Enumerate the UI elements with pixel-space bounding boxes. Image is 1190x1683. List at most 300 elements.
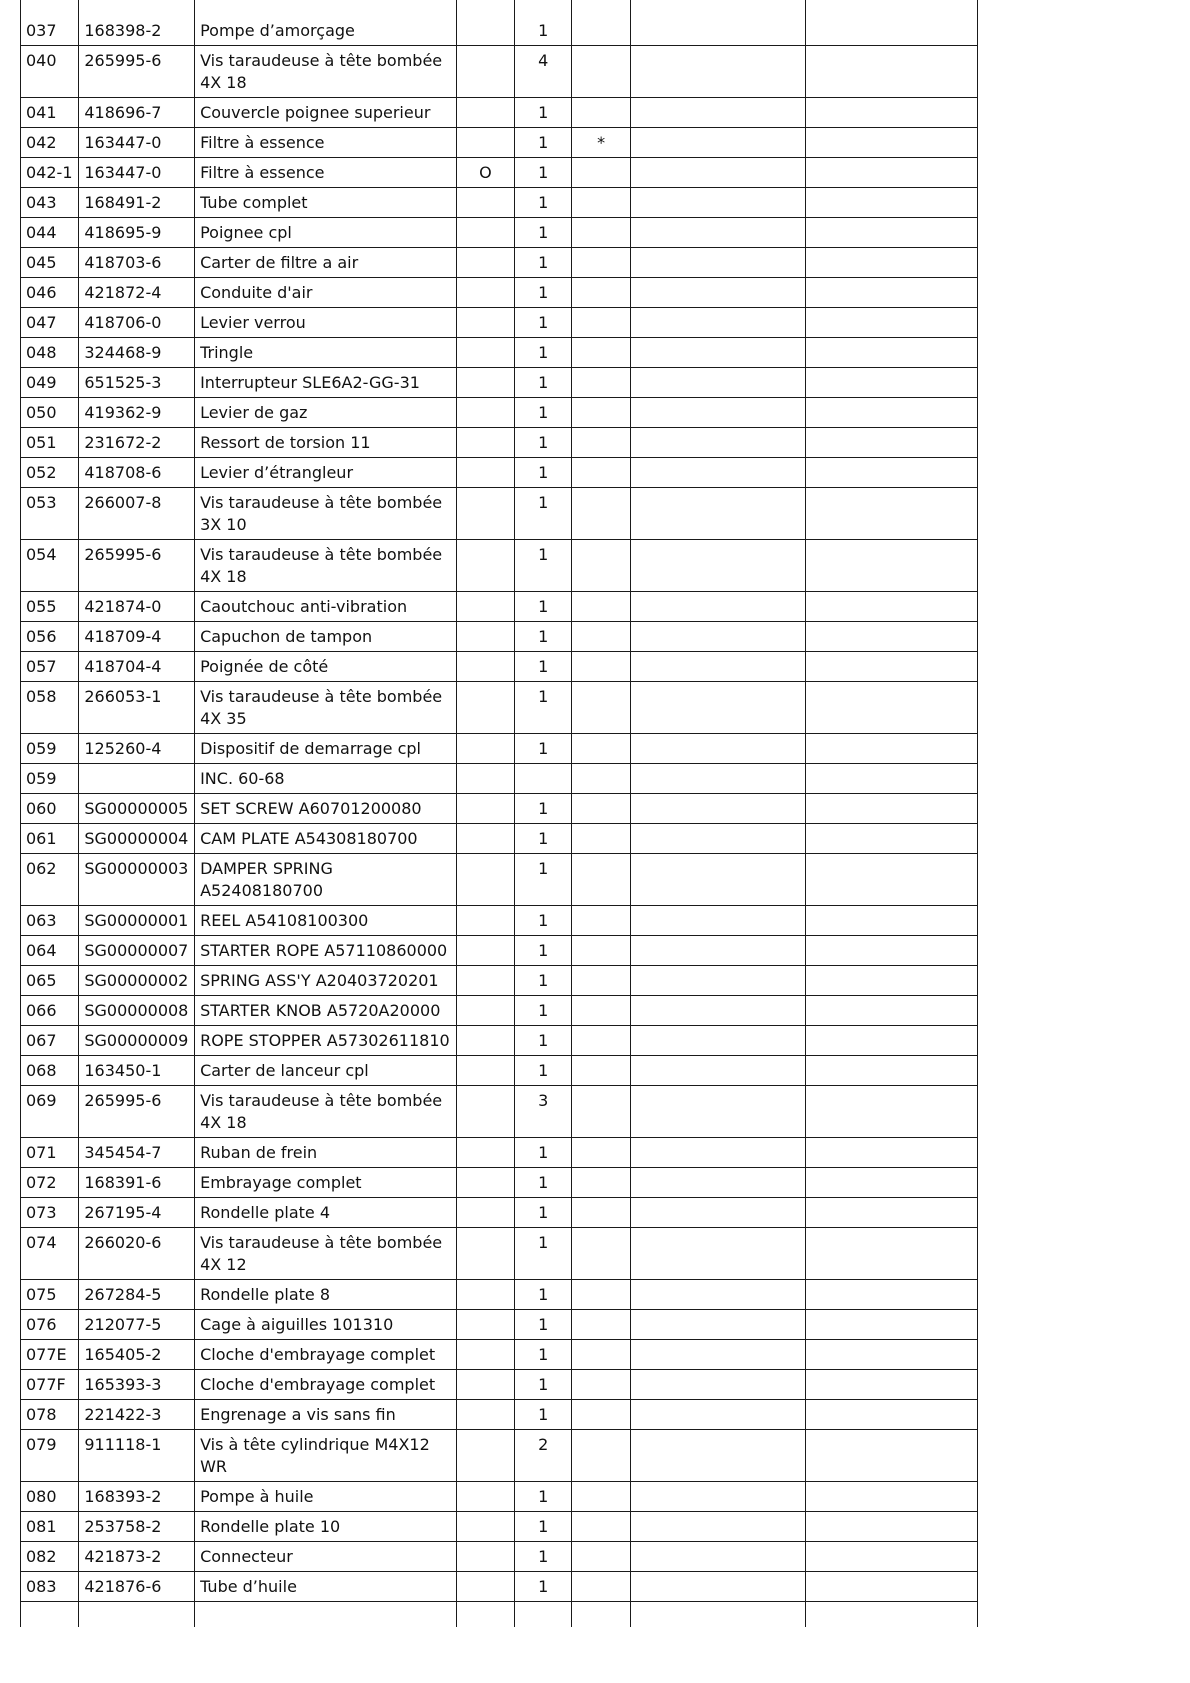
item-number-cell: 061: [21, 824, 79, 854]
empty-cell: [630, 1400, 805, 1430]
empty-cell: [805, 188, 977, 218]
table-row: [21, 682, 978, 734]
table-row-continuation: [21, 1602, 978, 1628]
description-cell: Rondelle plate 10: [195, 1512, 457, 1542]
description-cell: Tringle: [195, 338, 457, 368]
empty-cell: [630, 682, 805, 734]
note-cell: [572, 652, 630, 682]
quantity-cell: 1: [515, 1280, 572, 1310]
option-cell: [456, 488, 514, 540]
note-cell: [572, 1198, 630, 1228]
empty-cell: [630, 1370, 805, 1400]
quantity-cell: 1: [515, 1572, 572, 1602]
item-number-cell: 043: [21, 188, 79, 218]
description-cell: Filtre à essence: [195, 128, 457, 158]
item-number-cell: 044: [21, 218, 79, 248]
part-number-cell: 221422-3: [79, 1400, 195, 1430]
empty-cell: [805, 1168, 977, 1198]
item-number-cell: 064: [21, 936, 79, 966]
part-number-cell: 266007-8: [79, 488, 195, 540]
table-row: [21, 764, 978, 794]
item-number-cell: 046: [21, 278, 79, 308]
item-number-cell: 037: [21, 0, 79, 46]
description-cell: Vis taraudeuse à tête bombée 4X 18: [195, 540, 457, 592]
quantity-cell: 2: [515, 1430, 572, 1482]
table-row: [21, 854, 978, 906]
option-cell: [456, 622, 514, 652]
quantity-cell: 4: [515, 46, 572, 98]
description-cell: Dispositif de demarrage cpl: [195, 734, 457, 764]
quantity-cell: 1: [515, 458, 572, 488]
parts-list-page: [20, 0, 978, 1627]
description-cell: Rondelle plate 4: [195, 1198, 457, 1228]
table-row: [21, 1026, 978, 1056]
empty-cell: [805, 996, 977, 1026]
part-number-cell: 418709-4: [79, 622, 195, 652]
part-number-cell: 651525-3: [79, 368, 195, 398]
empty-cell: [630, 1280, 805, 1310]
empty-cell: [805, 734, 977, 764]
empty-cell: [805, 966, 977, 996]
table-row: [21, 1370, 978, 1400]
option-cell: [456, 1370, 514, 1400]
quantity-cell: 1: [515, 1168, 572, 1198]
part-number-cell: 231672-2: [79, 428, 195, 458]
part-number-cell: 419362-9: [79, 398, 195, 428]
quantity-cell: 1: [515, 854, 572, 906]
empty-cell: [805, 338, 977, 368]
parts-table: [20, 0, 978, 1627]
quantity-cell: 1: [515, 158, 572, 188]
option-cell: [456, 936, 514, 966]
description-cell: CAM PLATE A54308180700: [195, 824, 457, 854]
empty-cell: [572, 1602, 630, 1628]
note-cell: [572, 248, 630, 278]
table-row: [21, 622, 978, 652]
note-cell: [572, 824, 630, 854]
option-cell: [456, 458, 514, 488]
note-cell: [572, 188, 630, 218]
note-cell: [572, 936, 630, 966]
note-cell: [572, 98, 630, 128]
empty-cell: [805, 1602, 977, 1628]
option-cell: [456, 1572, 514, 1602]
empty-cell: [630, 1086, 805, 1138]
item-number-cell: 054: [21, 540, 79, 592]
table-row: [21, 1228, 978, 1280]
empty-cell: [630, 824, 805, 854]
item-number-cell: 067: [21, 1026, 79, 1056]
quantity-cell: 1: [515, 368, 572, 398]
table-row: [21, 1542, 978, 1572]
table-row: [21, 278, 978, 308]
empty-cell: [195, 1602, 457, 1628]
quantity-cell: 1: [515, 824, 572, 854]
note-cell: [572, 308, 630, 338]
item-number-cell: 053: [21, 488, 79, 540]
note-cell: [572, 1430, 630, 1482]
table-row: [21, 158, 978, 188]
table-row: [21, 368, 978, 398]
note-cell: [572, 1340, 630, 1370]
item-number-cell: 055: [21, 592, 79, 622]
quantity-cell: 1: [515, 936, 572, 966]
empty-cell: [630, 936, 805, 966]
table-row: [21, 1198, 978, 1228]
description-cell: Tube d’huile: [195, 1572, 457, 1602]
note-cell: [572, 1168, 630, 1198]
option-cell: [456, 338, 514, 368]
part-number-cell: 163450-1: [79, 1056, 195, 1086]
quantity-cell: 1: [515, 540, 572, 592]
option-cell: [456, 1086, 514, 1138]
empty-cell: [630, 1056, 805, 1086]
empty-cell: [805, 794, 977, 824]
empty-cell: [805, 0, 977, 46]
quantity-cell: 1: [515, 1228, 572, 1280]
part-number-cell: 421872-4: [79, 278, 195, 308]
part-number-cell: 168398-2: [79, 0, 195, 46]
part-number-cell: 265995-6: [79, 540, 195, 592]
description-cell: Rondelle plate 8: [195, 1280, 457, 1310]
description-cell: Embrayage complet: [195, 1168, 457, 1198]
note-cell: [572, 592, 630, 622]
note-cell: [572, 1086, 630, 1138]
quantity-cell: 1: [515, 218, 572, 248]
item-number-cell: 045: [21, 248, 79, 278]
empty-cell: [805, 1542, 977, 1572]
quantity-cell: 1: [515, 308, 572, 338]
quantity-cell: 1: [515, 1542, 572, 1572]
note-cell: [572, 1370, 630, 1400]
option-cell: [456, 824, 514, 854]
empty-cell: [515, 1602, 572, 1628]
empty-cell: [805, 1198, 977, 1228]
item-number-cell: 083: [21, 1572, 79, 1602]
empty-cell: [630, 734, 805, 764]
option-cell: [456, 1340, 514, 1370]
item-number-cell: 059: [21, 734, 79, 764]
empty-cell: [630, 0, 805, 46]
note-cell: [572, 1400, 630, 1430]
empty-cell: [630, 996, 805, 1026]
empty-cell: [805, 1482, 977, 1512]
note-cell: [572, 1482, 630, 1512]
empty-cell: [630, 854, 805, 906]
quantity-cell: 1: [515, 1340, 572, 1370]
part-number-cell: 418706-0: [79, 308, 195, 338]
empty-cell: [805, 158, 977, 188]
item-number-cell: 066: [21, 996, 79, 1026]
part-number-cell: 168391-6: [79, 1168, 195, 1198]
part-number-cell: 163447-0: [79, 158, 195, 188]
item-number-cell: 057: [21, 652, 79, 682]
empty-cell: [805, 1056, 977, 1086]
option-cell: [456, 0, 514, 46]
description-cell: INC. 60-68: [195, 764, 457, 794]
table-row: [21, 996, 978, 1026]
part-number-cell: 418708-6: [79, 458, 195, 488]
description-cell: Filtre à essence: [195, 158, 457, 188]
empty-cell: [805, 218, 977, 248]
empty-cell: [805, 682, 977, 734]
option-cell: [456, 1482, 514, 1512]
option-cell: [456, 906, 514, 936]
quantity-cell: 1: [515, 248, 572, 278]
quantity-cell: 1: [515, 996, 572, 1026]
item-number-cell: 042: [21, 128, 79, 158]
table-row: [21, 428, 978, 458]
quantity-cell: 1: [515, 1026, 572, 1056]
quantity-cell: 1: [515, 98, 572, 128]
table-row: [21, 794, 978, 824]
quantity-cell: 1: [515, 1138, 572, 1168]
quantity-cell: 1: [515, 128, 572, 158]
part-number-cell: 421876-6: [79, 1572, 195, 1602]
item-number-cell: 078: [21, 1400, 79, 1430]
quantity-cell: 1: [515, 1056, 572, 1086]
part-number-cell: 911118-1: [79, 1430, 195, 1482]
option-cell: [456, 128, 514, 158]
note-cell: [572, 46, 630, 98]
part-number-cell: 418703-6: [79, 248, 195, 278]
empty-cell: [805, 1400, 977, 1430]
table-row: [21, 1310, 978, 1340]
note-cell: [572, 218, 630, 248]
description-cell: Pompe d’amorçage: [195, 0, 457, 46]
option-cell: [456, 46, 514, 98]
empty-cell: [630, 1430, 805, 1482]
part-number-cell: SG00000005: [79, 794, 195, 824]
quantity-cell: 1: [515, 1482, 572, 1512]
note-cell: [572, 278, 630, 308]
table-row: [21, 824, 978, 854]
note-cell: [572, 158, 630, 188]
part-number-cell: 265995-6: [79, 46, 195, 98]
option-cell: [456, 188, 514, 218]
empty-cell: [805, 1086, 977, 1138]
empty-cell: [630, 1512, 805, 1542]
empty-cell: [805, 458, 977, 488]
item-number-cell: 081: [21, 1512, 79, 1542]
item-number-cell: 059: [21, 764, 79, 794]
table-row: [21, 398, 978, 428]
empty-cell: [630, 488, 805, 540]
empty-cell: [630, 764, 805, 794]
table-row: [21, 734, 978, 764]
quantity-cell: 1: [515, 338, 572, 368]
note-cell: [572, 338, 630, 368]
empty-cell: [630, 622, 805, 652]
empty-cell: [805, 854, 977, 906]
option-cell: [456, 966, 514, 996]
description-cell: Pompe à huile: [195, 1482, 457, 1512]
description-cell: Couvercle poignee superieur: [195, 98, 457, 128]
part-number-cell: 266020-6: [79, 1228, 195, 1280]
empty-cell: [630, 458, 805, 488]
part-number-cell: 345454-7: [79, 1138, 195, 1168]
description-cell: Cloche d'embrayage complet: [195, 1370, 457, 1400]
empty-cell: [630, 1340, 805, 1370]
empty-cell: [630, 428, 805, 458]
option-cell: [456, 368, 514, 398]
item-number-cell: 069: [21, 1086, 79, 1138]
empty-cell: [630, 1602, 805, 1628]
item-number-cell: 072: [21, 1168, 79, 1198]
note-cell: [572, 764, 630, 794]
table-row: [21, 1572, 978, 1602]
item-number-cell: 047: [21, 308, 79, 338]
table-row: [21, 1340, 978, 1370]
quantity-cell: 1: [515, 1198, 572, 1228]
item-number-cell: 056: [21, 622, 79, 652]
description-cell: SET SCREW A60701200080: [195, 794, 457, 824]
description-cell: Levier de gaz: [195, 398, 457, 428]
table-row: [21, 936, 978, 966]
option-cell: [456, 854, 514, 906]
empty-cell: [805, 540, 977, 592]
description-cell: Capuchon de tampon: [195, 622, 457, 652]
empty-cell: [630, 906, 805, 936]
empty-cell: [805, 652, 977, 682]
empty-cell: [630, 398, 805, 428]
option-cell: [456, 1228, 514, 1280]
item-number-cell: 080: [21, 1482, 79, 1512]
item-number-cell: 052: [21, 458, 79, 488]
quantity-cell: 1: [515, 188, 572, 218]
table-row: [21, 308, 978, 338]
table-row: [21, 98, 978, 128]
empty-cell: [630, 218, 805, 248]
table-row: [21, 1138, 978, 1168]
empty-cell: [805, 128, 977, 158]
option-cell: [456, 1542, 514, 1572]
part-number-cell: 421873-2: [79, 1542, 195, 1572]
empty-cell: [805, 1138, 977, 1168]
empty-cell: [805, 1370, 977, 1400]
item-number-cell: 049: [21, 368, 79, 398]
item-number-cell: 062: [21, 854, 79, 906]
empty-cell: [805, 1512, 977, 1542]
empty-cell: [630, 1310, 805, 1340]
empty-cell: [630, 1198, 805, 1228]
empty-cell: [630, 278, 805, 308]
empty-cell: [630, 652, 805, 682]
table-row: [21, 906, 978, 936]
note-cell: *: [572, 128, 630, 158]
description-cell: Cage à aiguilles 101310: [195, 1310, 457, 1340]
description-cell: Levier d’étrangleur: [195, 458, 457, 488]
quantity-cell: 1: [515, 488, 572, 540]
table-row: [21, 458, 978, 488]
empty-cell: [805, 1430, 977, 1482]
item-number-cell: 077E: [21, 1340, 79, 1370]
item-number-cell: 050: [21, 398, 79, 428]
table-row: [21, 1482, 978, 1512]
description-cell: Carter de lanceur cpl: [195, 1056, 457, 1086]
table-row: [21, 1400, 978, 1430]
note-cell: [572, 794, 630, 824]
empty-cell: [630, 308, 805, 338]
option-cell: [456, 1198, 514, 1228]
item-number-cell: 048: [21, 338, 79, 368]
option-cell: [456, 1280, 514, 1310]
empty-cell: [630, 1026, 805, 1056]
table-row: [21, 488, 978, 540]
note-cell: [572, 1572, 630, 1602]
option-cell: [456, 1056, 514, 1086]
option-cell: [456, 1512, 514, 1542]
part-number-cell: 168491-2: [79, 188, 195, 218]
empty-cell: [630, 248, 805, 278]
part-number-cell: SG00000007: [79, 936, 195, 966]
table-row: [21, 188, 978, 218]
quantity-cell: 1: [515, 1310, 572, 1340]
empty-cell: [805, 488, 977, 540]
quantity-cell: 1: [515, 966, 572, 996]
part-number-cell: SG00000001: [79, 906, 195, 936]
item-number-cell: 075: [21, 1280, 79, 1310]
part-number-cell: 266053-1: [79, 682, 195, 734]
quantity-cell: [515, 764, 572, 794]
note-cell: [572, 458, 630, 488]
note-cell: [572, 734, 630, 764]
option-cell: [456, 1168, 514, 1198]
description-cell: Vis taraudeuse à tête bombée 3X 10: [195, 488, 457, 540]
table-row: [21, 0, 978, 46]
description-cell: Interrupteur SLE6A2-GG-31: [195, 368, 457, 398]
empty-cell: [630, 188, 805, 218]
item-number-cell: 068: [21, 1056, 79, 1086]
option-cell: [456, 1026, 514, 1056]
part-number-cell: 418696-7: [79, 98, 195, 128]
table-row: [21, 966, 978, 996]
empty-cell: [805, 824, 977, 854]
empty-cell: [630, 1228, 805, 1280]
description-cell: Vis taraudeuse à tête bombée 4X 12: [195, 1228, 457, 1280]
empty-cell: [79, 1602, 195, 1628]
item-number-cell: 040: [21, 46, 79, 98]
option-cell: [456, 540, 514, 592]
empty-cell: [805, 368, 977, 398]
empty-cell: [630, 1138, 805, 1168]
empty-cell: [805, 592, 977, 622]
option-cell: [456, 592, 514, 622]
option-cell: [456, 996, 514, 1026]
option-cell: [456, 1138, 514, 1168]
note-cell: [572, 622, 630, 652]
description-cell: Poignée de côté: [195, 652, 457, 682]
item-number-cell: 060: [21, 794, 79, 824]
option-cell: [456, 218, 514, 248]
empty-cell: [805, 1228, 977, 1280]
empty-cell: [805, 98, 977, 128]
description-cell: Vis taraudeuse à tête bombée 4X 35: [195, 682, 457, 734]
table-row: [21, 1430, 978, 1482]
empty-cell: [805, 428, 977, 458]
empty-cell: [630, 46, 805, 98]
option-cell: O: [456, 158, 514, 188]
empty-cell: [805, 46, 977, 98]
empty-cell: [805, 278, 977, 308]
description-cell: Ressort de torsion 11: [195, 428, 457, 458]
part-number-cell: 168393-2: [79, 1482, 195, 1512]
option-cell: [456, 1430, 514, 1482]
item-number-cell: 076: [21, 1310, 79, 1340]
table-row: [21, 338, 978, 368]
option-cell: [456, 278, 514, 308]
table-row: [21, 218, 978, 248]
